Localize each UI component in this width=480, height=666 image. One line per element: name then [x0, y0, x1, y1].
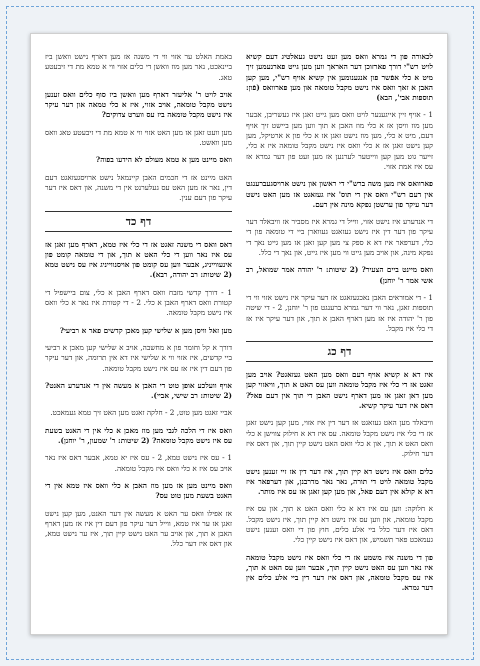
paragraph: האט מיינט אז די חכמים האבן קיינמאל נישט ארויסגעזאגט דעם דין, נאר אז מען האט עס געלערנט אין די משנה, און דאס איז דער עיקר פון דעם ענין.	[45, 172, 232, 203]
paragraph: 1 - עס איז נישט טמא, 2 - עס איז יא טמא, אבער דאס איז נאר אויב עס איז א כלי וואס איז מקבל טומאה.	[45, 453, 232, 473]
paragraph: וואס מיינט מען אז מען מוז האבן א כלי וואס איז טמא אין די האנט בשעת מען טוט עס?	[45, 480, 232, 501]
paragraph: וויבאלד מען האט געזאגט אז דער דין איז אזוי, מען קען נישט זאגן אז די כלי איז נישט מקבל טומאה. עס איז דא א חילוק צווישן א כלי וואס האט א תוך, און א כלי וואס האט נישט קיין תוך, און דאס איז דער חילוק.	[246, 418, 433, 459]
paragraph: פארוואס איז מען משה ברש"י די ראשון און נישט ארויסגעברענגט אין דעם רש"י וואס אין די תוס' איז געזאגט אז מען האט נישט דער עיקר פון ערשטן נפקא מינה אין דעם.	[246, 179, 433, 209]
paragraph: אויב לויט ר' אליעזר דארף מען וואשן ביז סוף כלים וואס זענען נישט מקבל טומאה, אויב אזוי, איז א כלי טמאה און דער עיקר איז נישט מקבל טומאה ביז עס ווערט צדוקים?	[45, 89, 232, 120]
paragraph: 1 - דורך קדשי מזבח וואס דארף האבן א כלי, צום ביישפיל די קטורת וואס דארף האבן א כלי. 2 - די קטורת איז נאר א כלי וואס איז נישט מקבל טומאה.	[45, 287, 232, 318]
columns	[45, 52, 433, 624]
paragraph: וואס מיינט ביים הצעיר? (2 שיטות: ר' יהודה אמר שמואל, רב אשי אמר ר' יוחנן)	[246, 265, 433, 285]
paragraph: אויף וועלכע אופן טוט די האבן א מעשה אין די אנדערע האנט? (2 שיטות: רב שישי, אביי).	[45, 380, 232, 401]
section-heading: דף כד	[45, 211, 232, 232]
paragraph: וואס מיינט מען א טמא מעולם לא הידעו בפוה?	[95, 155, 232, 165]
document-page	[30, 33, 448, 635]
section-heading: דף כג	[246, 341, 433, 362]
paragraph: לכאורה פון די גמרא וואס מען זעט נישט געאלטיג דעם קשיא לויט רש"י דורך פארזוכן דער האראך ווען מען גייט פארנעמען זיך מיט א כלי אפֿשר פון אנגענומען אין קשיא אויף רש"י, מען קען האבן א זאך וואס איז נישט מקבל טומאה און מען פארוואס (פֿון: תוספות אבי', הבא)	[246, 52, 433, 103]
paragraph: איז דא א קשיא אויף דעם וואס מען האט געזאגט? אויב מען זאגט אז די כלי איז מקבל טומאה ווען עס האט א תוך, וויאזוי קען מען דאן זאגן אז מען דארף נישט האבן די תוך אין דעם פאל? דאס איז דער עיקר קשיא.	[246, 370, 433, 411]
paragraph: באמת האלט ער אזוי ווי די משנה אז מען דארף נישט וואשן ביז ביינאכט, נאר מען מוז וואשן די כלים אזוי ווי א טמא מת די זיבעטע טאג.	[45, 52, 232, 82]
paragraph: די אנדערע איז נישט אזוי, ווייל די גמרא איז מסביר אז וויבאלד דער עיקר פון דער דין איז נישט געזאגט געווארן ביי די טומאה פון די כלי, דערפאר איז דא א ספק צי מען קען זאגן אז מען גייט נאך די נפקא מינה, און אויב מען גייט ווי מען איז גייט, און נאך די כלל.	[246, 217, 433, 258]
paragraph: וואס איז די הלכה לגבי מען מוז מאכן א כלי אין די האנט בשעת עס איז נישט מקבל טומאה? (2 שיטות: ר' שמעון, ר' יוחנן).	[45, 425, 232, 446]
paragraph: פון די משנה איז משמע אז די כלי וואס איז נישט מקבל טומאה איז נאר ווען עס האט נישט קיין תוך, אבער ווען עס האט א תוך, איז עס מקבל טומאה, און דאס איז דער דין ביי אלע כלים אין דער גמרא.	[246, 552, 433, 593]
right-column	[246, 52, 433, 624]
paragraph: 1 - אויף זיין אייגענער לויט וואס מען גייט זאגן איז געשריבן, אבער מען מוז וויסן אז א כלי מוז האבן א תוך ווען מען ביישט זיך אויף דעם, מיט א כלי, מען מוז נישט זאגן אז א כלי פון א ארטיקל, מען קען נישט זאגן אז א כלי וואס איז נישט מקבל טומאה איז א כלי, זייער גוט מען קען ווייטער לערנען אז מען זעט פון דער גמרא אז עס איז אמת אזוי.	[246, 110, 433, 171]
paragraph: כלים וואס איז נישט דא קיין תוך, איז דער דין אז זיי זענען נישט מקבל טומאה לויט די תורה, נאר נאר מדרבנן, און דערפאר איז דא א קולא אין דעם פאל, און מען קען זאגן אז עס איז מותר.	[246, 466, 433, 497]
paragraph: אז אפילו וואס ער האט א מעשה אין דער האנט, מען קען נישט זאגן אז ער איז טמא, ווייל דער עיקר פון דעם דין איז אז מען דארף האבן א תוך, און אויב ער האט נישט קיין תוך, איז ער נישט טמא, און דאס איז דער כלל.	[45, 508, 232, 549]
paragraph: א חלוקה: ווען עס איז דא א כלי וואס האט א תוך, און עס איז מקבל טומאה, און ווען עס איז נישט דא קיין תוך, איז נישט מקבל. דאס איז דער כלל ביי אלע כלים, חוץ פון די וואס זענען נישט געמאכט פאר תשמיש, און דאס איז נישט קיין כלי.	[246, 504, 433, 545]
paragraph: דאס וואס די משנה זאגט אז די כלי איז טמא, דארף מען זאגן אז עס איז נאר ווען די כלי האט א תוך, און די טומאה קומט פון אינעווייניג, אבער ווען עס קומט פון אויסנווייניג איז עס נישט טמא (2 שיטות: רב יהודה, רבא).	[45, 239, 232, 280]
paragraph: מען זאל וויסן מען א שלישי קען מאכן קדשים פאר א רביעי?	[59, 325, 232, 335]
left-column	[45, 52, 232, 624]
paragraph: 1 - די אמוראים האבן נאכגעזאגט אז דער עיקר איז נישט אזוי ווי די תוספות זאגן, נאר ווי דער גמרא ברענגט פון ר' יוחנן, 2 - די שיטה פון ר' יהודה איז אז מען דארף האבן א תוך, און דער עיקר איז אז די כלי איז מקבל.	[246, 292, 433, 333]
paragraph: מען וועט זאגן אז מען האט אזוי ווי א טמא מת די זיבעטע טאג וואס מען וואשט.	[45, 127, 232, 148]
paragraph: אביי זאגט מען טוט, 2 - חלקה זאגט מען האט זיך טמא געמאכט.	[50, 408, 232, 418]
paragraph: דורך א קל וחומר פון א מחשבה, אויב א שלישי קען מאכן א רביעי ביי קדשים, איז אזוי ווי א שלישי איז דא אין תרומה, און דער עיקר פון דעם דין איז אז עס איז נישט מקבל טומאה.	[45, 342, 232, 373]
